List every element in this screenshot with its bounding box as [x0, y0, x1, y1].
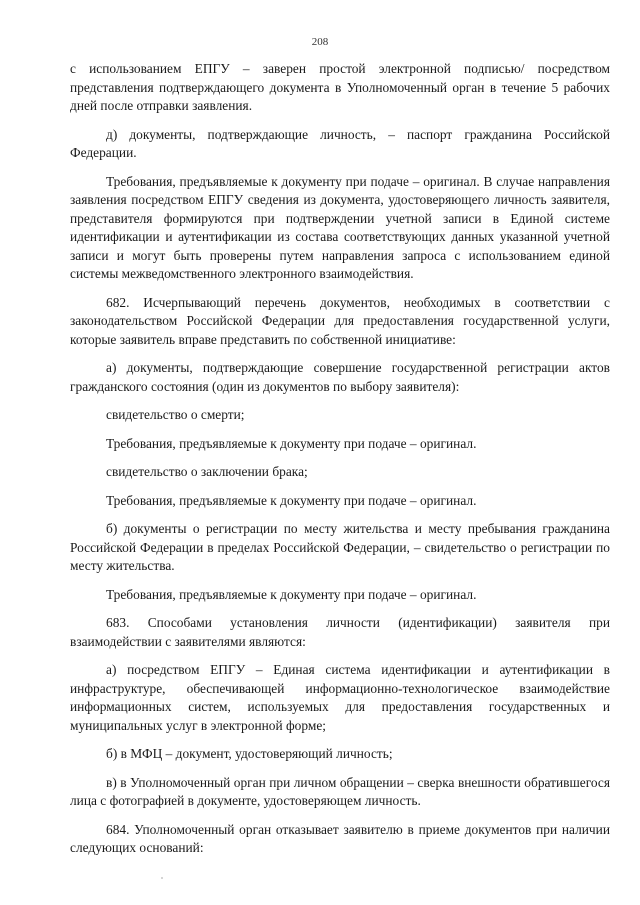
paragraph: Требования, предъявляемые к документу при подаче – оригинал. — [106, 492, 477, 508]
scan-speck — [161, 877, 163, 879]
paragraph: 684. Уполномоченный орган отказывает заявителю в приеме документов при наличии следующих оснований: — [70, 821, 610, 855]
paragraph: свидетельство о смерти; — [106, 407, 245, 422]
paragraph: Требования, предъявляемые к документу при подаче – оригинал. В случае направления заявления посредством ЕПГУ сведения из документа, удостоверяющего личность заявителя, представителя формируются при подтверждении учетной записи в Единой системе идентификации и аутентификации из состава соответствующих данных указанной учетной записи и могут быть проверены путем направления запроса с использованием единой системы межведомственного электронного взаимодействия. — [70, 173, 610, 281]
paragraph: Требования, предъявляемые к документу при подаче – оригинал. — [106, 435, 477, 451]
paragraph: а) посредством ЕПГУ – Единая система идентификации и аутентификации в инфраструктуре, обеспечивающей информационно-технологическое взаимодействие информационных систем, используемых для предоставления государственных и муниципальных услуг в электронной форме; — [70, 662, 610, 733]
page-number: 208 — [311, 36, 329, 48]
paragraph: с использованием ЕПГУ – заверен простой электронной подписью/ посредством представления подтверждающего документа в Уполномоченный орган в течение 5 рабочих дней после отправки заявления. — [70, 61, 610, 113]
paragraph: свидетельство о заключении брака; — [106, 464, 308, 479]
paragraph: Требования, предъявляемые к документу при подаче – оригинал. — [106, 586, 477, 602]
paragraph: 683. Способами установления личности (идентификации) заявителя при взаимодействии с заявителями являются: — [70, 615, 610, 649]
paragraph: б) документы о регистрации по месту жительства и месту пребывания гражданина Российской Федерации в пределах Российской Федерации, – свидетельство о регистрации по месту жительства. — [70, 521, 610, 573]
paragraph: а) документы, подтверждающие совершение государственной регистрации актов гражданского состояния (один из документов по выбору заявителя): — [70, 360, 610, 394]
paragraph: 682. Исчерпывающий перечень документов, необходимых в соответствии с законодательством Российской Федерации для предоставления государственной услуги, которые заявитель вправе представить по собственной инициативе: — [70, 294, 610, 347]
paragraph: б) в МФЦ – документ, удостоверяющий личность; — [106, 746, 393, 761]
paragraph: в) в Уполномоченный орган при личном обращении – сверка внешности обратившегося лица с фотографией в документе, удостоверяющем личность. — [70, 774, 610, 808]
paragraph: д) документы, подтверждающие личность, – паспорт гражданина Российской Федерации. — [70, 126, 610, 160]
document-body — [70, 60, 610, 868]
